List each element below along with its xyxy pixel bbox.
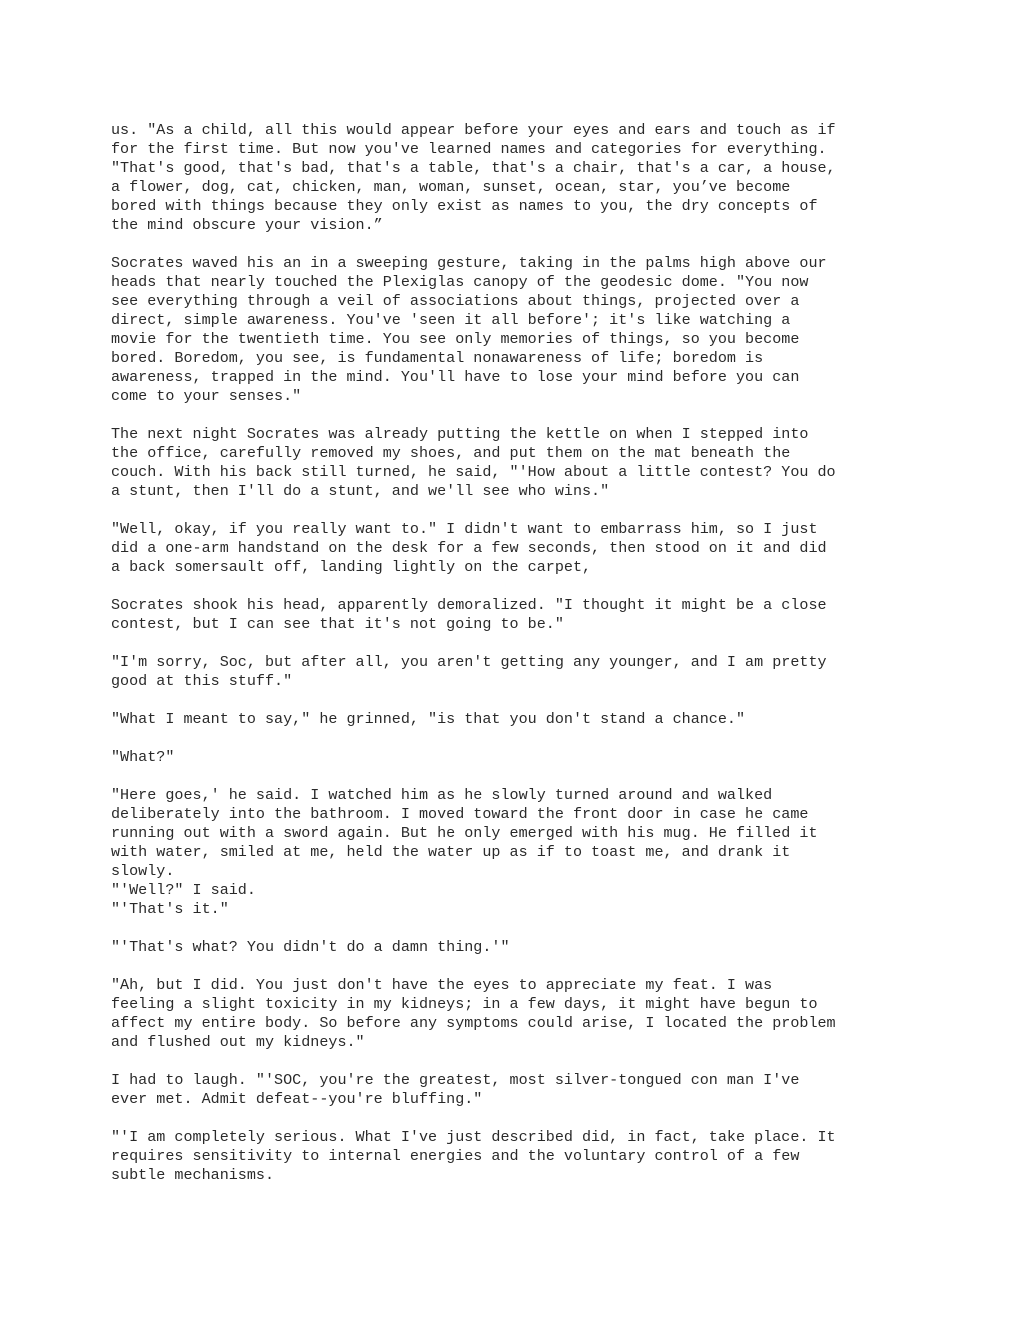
text-line: for the first time. But now you've learned names and categories for everything. <box>111 140 827 158</box>
text-line: direct, simple awareness. You've 'seen it all before'; it's like watching a <box>111 311 791 329</box>
paragraph-9 <box>111 786 991 919</box>
text-line: "'That's it." <box>111 900 229 918</box>
paragraph-11 <box>111 976 991 1052</box>
text-line: come to your senses." <box>111 387 302 405</box>
text-line: slowly. <box>111 862 175 880</box>
text-line: "What I meant to say," he grinned, "is that you don't stand a chance." <box>111 710 746 728</box>
text-line: movie for the twentieth time. You see only memories of things, so you become <box>111 330 800 348</box>
paragraph-13 <box>111 1128 991 1185</box>
text-line: awareness, trapped in the mind. You'll have to lose your mind before you can <box>111 368 800 386</box>
text-line: good at this stuff." <box>111 672 293 690</box>
text-line: bored. Boredom, you see, is fundamental nonawareness of life; boredom is <box>111 349 764 367</box>
text-line: feeling a slight toxicity in my kidneys; in a few days, it might have begun to <box>111 995 818 1013</box>
paragraph-8 <box>111 748 991 767</box>
text-line: ever met. Admit defeat--you're bluffing." <box>111 1090 483 1108</box>
text-line: "What?" <box>111 748 175 766</box>
text-line: the mind obscure your vision.” <box>111 216 383 234</box>
text-line: heads that nearly touched the Plexiglas canopy of the geodesic dome. "You now <box>111 273 809 291</box>
text-line: a flower, dog, cat, chicken, man, woman, sunset, ocean, star, you’ve become <box>111 178 791 196</box>
text-line: Socrates shook his head, apparently demoralized. "I thought it might be a close <box>111 596 827 614</box>
paragraph-4 <box>111 520 991 577</box>
text-line: subtle mechanisms. <box>111 1166 275 1184</box>
text-line: a stunt, then I'll do a stunt, and we'll see who wins." <box>111 482 610 500</box>
text-line: The next night Socrates was already putting the kettle on when I stepped into <box>111 425 809 443</box>
text-line: the office, carefully removed my shoes, and put them on the mat beneath the <box>111 444 791 462</box>
text-line: us. "As a child, all this would appear before your eyes and ears and touch as if <box>111 121 836 139</box>
paragraph-3 <box>111 425 991 501</box>
paragraph-10 <box>111 938 991 957</box>
text-line: "'I am completely serious. What I've just described did, in fact, take place. It <box>111 1128 836 1146</box>
document-page <box>111 121 991 1204</box>
text-line: I had to laugh. "'SOC, you're the greatest, most silver-tongued con man I've <box>111 1071 800 1089</box>
paragraph-7 <box>111 710 991 729</box>
text-line: "Here goes,' he said. I watched him as he slowly turned around and walked <box>111 786 773 804</box>
paragraph-12 <box>111 1071 991 1109</box>
text-line: "That's good, that's bad, that's a table, that's a chair, that's a car, a house, <box>111 159 836 177</box>
text-line: "Ah, but I did. You just don't have the eyes to appreciate my feat. I was <box>111 976 773 994</box>
text-line: bored with things because they only exist as names to you, the dry concepts of <box>111 197 818 215</box>
text-line: deliberately into the bathroom. I moved toward the front door in case he came <box>111 805 809 823</box>
text-line: did a one-arm handstand on the desk for a few seconds, then stood on it and did <box>111 539 827 557</box>
text-line: Socrates waved his an in a sweeping gesture, taking in the palms high above our <box>111 254 827 272</box>
paragraph-5 <box>111 596 991 634</box>
text-line: and flushed out my kidneys." <box>111 1033 365 1051</box>
text-line: a back somersault off, landing lightly on the carpet, <box>111 558 592 576</box>
paragraph-6 <box>111 653 991 691</box>
text-line: contest, but I can see that it's not going to be." <box>111 615 564 633</box>
text-line: with water, smiled at me, held the water up as if to toast me, and drank it <box>111 843 791 861</box>
text-line: "'Well?" I said. <box>111 881 256 899</box>
text-line: see everything through a veil of associations about things, projected over a <box>111 292 800 310</box>
text-line: couch. With his back still turned, he said, "'How about a little contest? You do <box>111 463 836 481</box>
text-line: "'That's what? You didn't do a damn thing.'" <box>111 938 510 956</box>
paragraph-1 <box>111 121 991 235</box>
text-line: affect my entire body. So before any symptoms could arise, I located the problem <box>111 1014 836 1032</box>
paragraph-2 <box>111 254 991 406</box>
text-line: "Well, okay, if you really want to." I didn't want to embarrass him, so I just <box>111 520 818 538</box>
text-line: running out with a sword again. But he only emerged with his mug. He filled it <box>111 824 818 842</box>
text-line: "I'm sorry, Soc, but after all, you aren't getting any younger, and I am pretty <box>111 653 827 671</box>
text-line: requires sensitivity to internal energies and the voluntary control of a few <box>111 1147 800 1165</box>
